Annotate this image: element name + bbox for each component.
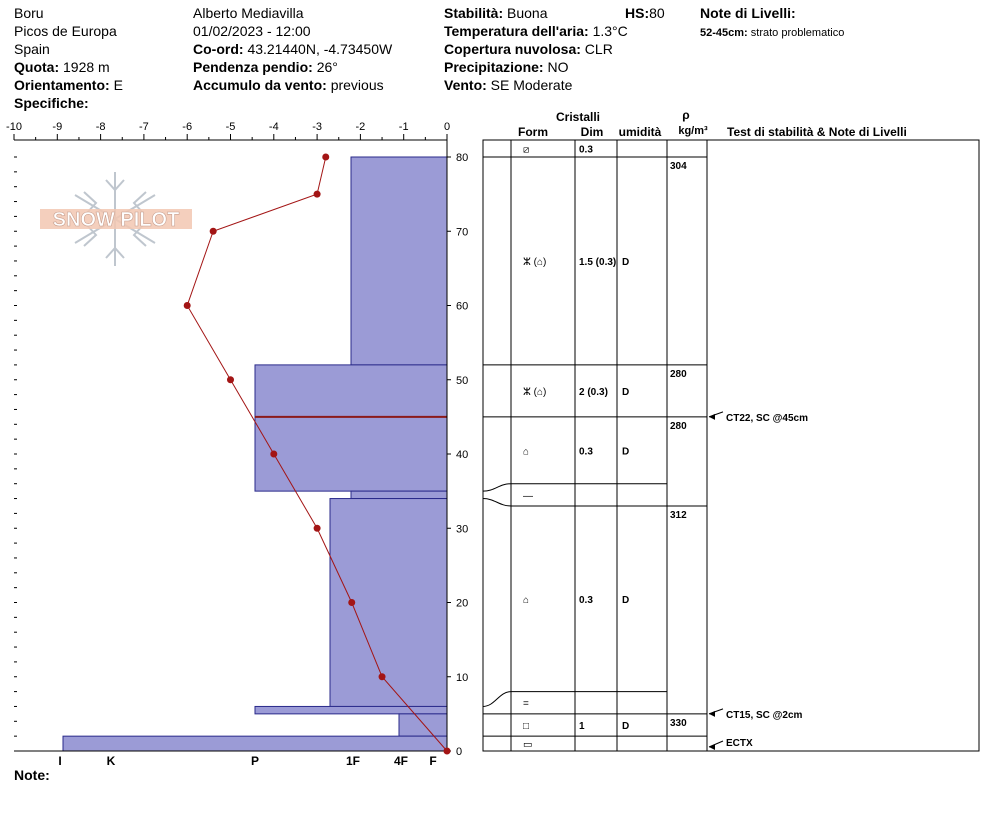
layer-form: ⵣ (⌂) — [523, 256, 547, 268]
height-axis-label: 0 — [456, 746, 463, 758]
slope-label: Pendenza pendio: — [193, 59, 313, 75]
layer-density: 280 — [670, 368, 687, 380]
layer-form: = — [523, 698, 529, 710]
height-axis-label: 50 — [456, 374, 469, 387]
aspect-value: E — [113, 77, 123, 93]
height-axis-label: 40 — [456, 449, 469, 461]
temp-axis-label: -5 — [225, 121, 236, 133]
height-axis-label: 30 — [456, 523, 469, 536]
layer-moisture: D — [622, 386, 630, 398]
temp-axis-label: -4 — [268, 121, 279, 133]
hardness-bar — [351, 491, 447, 498]
hardness-bar — [255, 706, 447, 713]
hardness-axis-label: 1F — [345, 754, 361, 768]
moisture-header: umidità — [618, 125, 662, 139]
layer-table — [483, 108, 979, 751]
test-arrow-head — [709, 414, 715, 420]
layer-size: 1.5 (0.3) — [579, 256, 617, 268]
layer-density: 280 — [670, 420, 687, 432]
region-name: Picos de Europa — [14, 23, 117, 39]
table-frame — [483, 140, 979, 751]
height-axis-label: 80 — [456, 152, 469, 164]
hardness-axis-label: F — [429, 754, 437, 768]
aspect-label: Orientamento: — [14, 77, 110, 93]
layer-size: 0.3 — [579, 594, 593, 606]
precip-value: NO — [547, 59, 569, 75]
wind-loading-label: Accumulo da vento: — [193, 77, 327, 93]
layer-density: 330 — [670, 717, 687, 729]
stability-test-label: CT22, SC @45cm — [726, 412, 809, 424]
layer-notes-label: Note di Livelli: — [700, 5, 796, 21]
layer-form: ⌂ — [523, 446, 530, 458]
coord-label: Co-ord: — [193, 41, 244, 57]
temp-axis-label: -9 — [52, 121, 63, 133]
tests-header: Test di stabilità & Note di Livelli — [727, 125, 907, 139]
wind-value: SE Moderate — [490, 77, 573, 93]
air-temp-value: 1.3°C — [592, 23, 628, 39]
temp-axis-label: -10 — [6, 121, 22, 133]
layer-size: 2 (0.3) — [579, 386, 608, 398]
layer-form: □ — [523, 721, 530, 733]
layer-form: ▭ — [523, 739, 533, 751]
layer-size: 1 — [579, 721, 585, 733]
temp-axis-label: 0 — [443, 121, 451, 133]
height-axis-label: 70 — [456, 226, 469, 239]
layer-moisture: D — [622, 721, 630, 733]
hs-value: 80 — [649, 5, 665, 21]
hardness-axis-label: K — [106, 754, 116, 768]
observation-datetime: 01/02/2023 - 12:00 — [193, 23, 311, 39]
slope-value: 26° — [316, 59, 338, 75]
elevation-label: Quota: — [14, 59, 60, 75]
temperature-point — [184, 302, 191, 309]
cloud-value: CLR — [584, 41, 613, 57]
temp-axis-label: -3 — [312, 121, 322, 133]
height-axis-label: 60 — [456, 300, 469, 313]
temperature-point — [227, 376, 234, 383]
layer-size: 0.3 — [579, 144, 593, 156]
observer-name: Alberto Mediavilla — [193, 5, 304, 21]
test-arrow-head — [709, 711, 715, 717]
stability-test-label: CT15, SC @2cm — [726, 709, 803, 721]
layer-form: ⧄ — [523, 144, 530, 156]
layer-moisture: D — [622, 256, 630, 268]
hardness-axis-label: 4F — [393, 754, 409, 768]
temperature-point — [348, 599, 355, 606]
height-axis-label: 10 — [456, 671, 469, 684]
hardness-axis-label: P — [250, 754, 260, 768]
temp-axis-label: -1 — [398, 121, 409, 133]
stability-test-label: ECTX — [726, 738, 753, 749]
density-symbol: ρ — [682, 108, 690, 122]
layer-form: ⵣ (⌂) — [523, 386, 547, 398]
location-name: Boru — [14, 5, 44, 21]
watermark-text: SNOW PILOT — [52, 209, 180, 231]
temperature-point — [314, 525, 321, 532]
cloud-label: Copertura nuvolosa: — [444, 41, 581, 57]
layer-note-text: strato problematico — [750, 27, 845, 39]
layer-moisture: D — [622, 594, 630, 606]
temperature-point — [379, 673, 386, 680]
hardness-bar — [330, 499, 447, 707]
notes-label: Note: — [14, 767, 50, 783]
stability-value: Buona — [507, 5, 548, 21]
country-name: Spain — [14, 41, 50, 57]
layer-form: — — [523, 490, 533, 502]
elevation-value: 1928 m — [63, 59, 110, 75]
air-temp-label: Temperatura dell'aria: — [444, 23, 589, 39]
layer-mapping-line — [483, 484, 511, 491]
hardness-axis-label: I — [58, 754, 62, 768]
layer-size: 0.3 — [579, 446, 593, 458]
hardness-bar — [63, 736, 447, 751]
precip-label: Precipitazione: — [444, 59, 544, 75]
test-arrow-head — [709, 744, 715, 750]
hs-label: HS: — [625, 5, 650, 21]
size-header: Dim — [580, 125, 604, 139]
layer-density: 312 — [670, 509, 687, 521]
wind-label: Vento: — [444, 77, 487, 93]
temperature-point — [314, 191, 321, 198]
hardness-bar — [399, 714, 447, 736]
crystals-header: Cristalli — [555, 110, 601, 124]
height-axis-label: 20 — [456, 597, 469, 610]
temp-axis-label: -2 — [355, 121, 366, 133]
layer-form: ⌂ — [523, 594, 530, 606]
hardness-bar — [255, 365, 447, 491]
temperature-point — [444, 748, 451, 755]
snowpilot-watermark — [40, 172, 192, 266]
temp-axis-label: -8 — [95, 121, 106, 133]
layer-mapping-line — [483, 499, 511, 506]
layer-note-range: 52-45cm: — [700, 27, 748, 39]
temp-axis-label: -6 — [182, 121, 193, 133]
layer-density: 304 — [670, 161, 687, 172]
wind-loading-value: previous — [330, 77, 384, 93]
temp-axis-label: -7 — [139, 121, 149, 133]
stability-label: Stabilità: — [444, 5, 504, 21]
density-unit: kg/m³ — [678, 125, 708, 137]
temperature-point — [270, 451, 277, 458]
specifics-label: Specifiche: — [14, 95, 89, 111]
temperature-point — [322, 154, 329, 161]
temperature-point — [210, 228, 217, 235]
coord-value: 43.21440N, -4.73450W — [247, 41, 393, 57]
layer-mapping-line — [483, 692, 511, 707]
layer-moisture: D — [622, 446, 630, 458]
hardness-bar — [351, 157, 447, 365]
form-header: Form — [518, 125, 548, 139]
